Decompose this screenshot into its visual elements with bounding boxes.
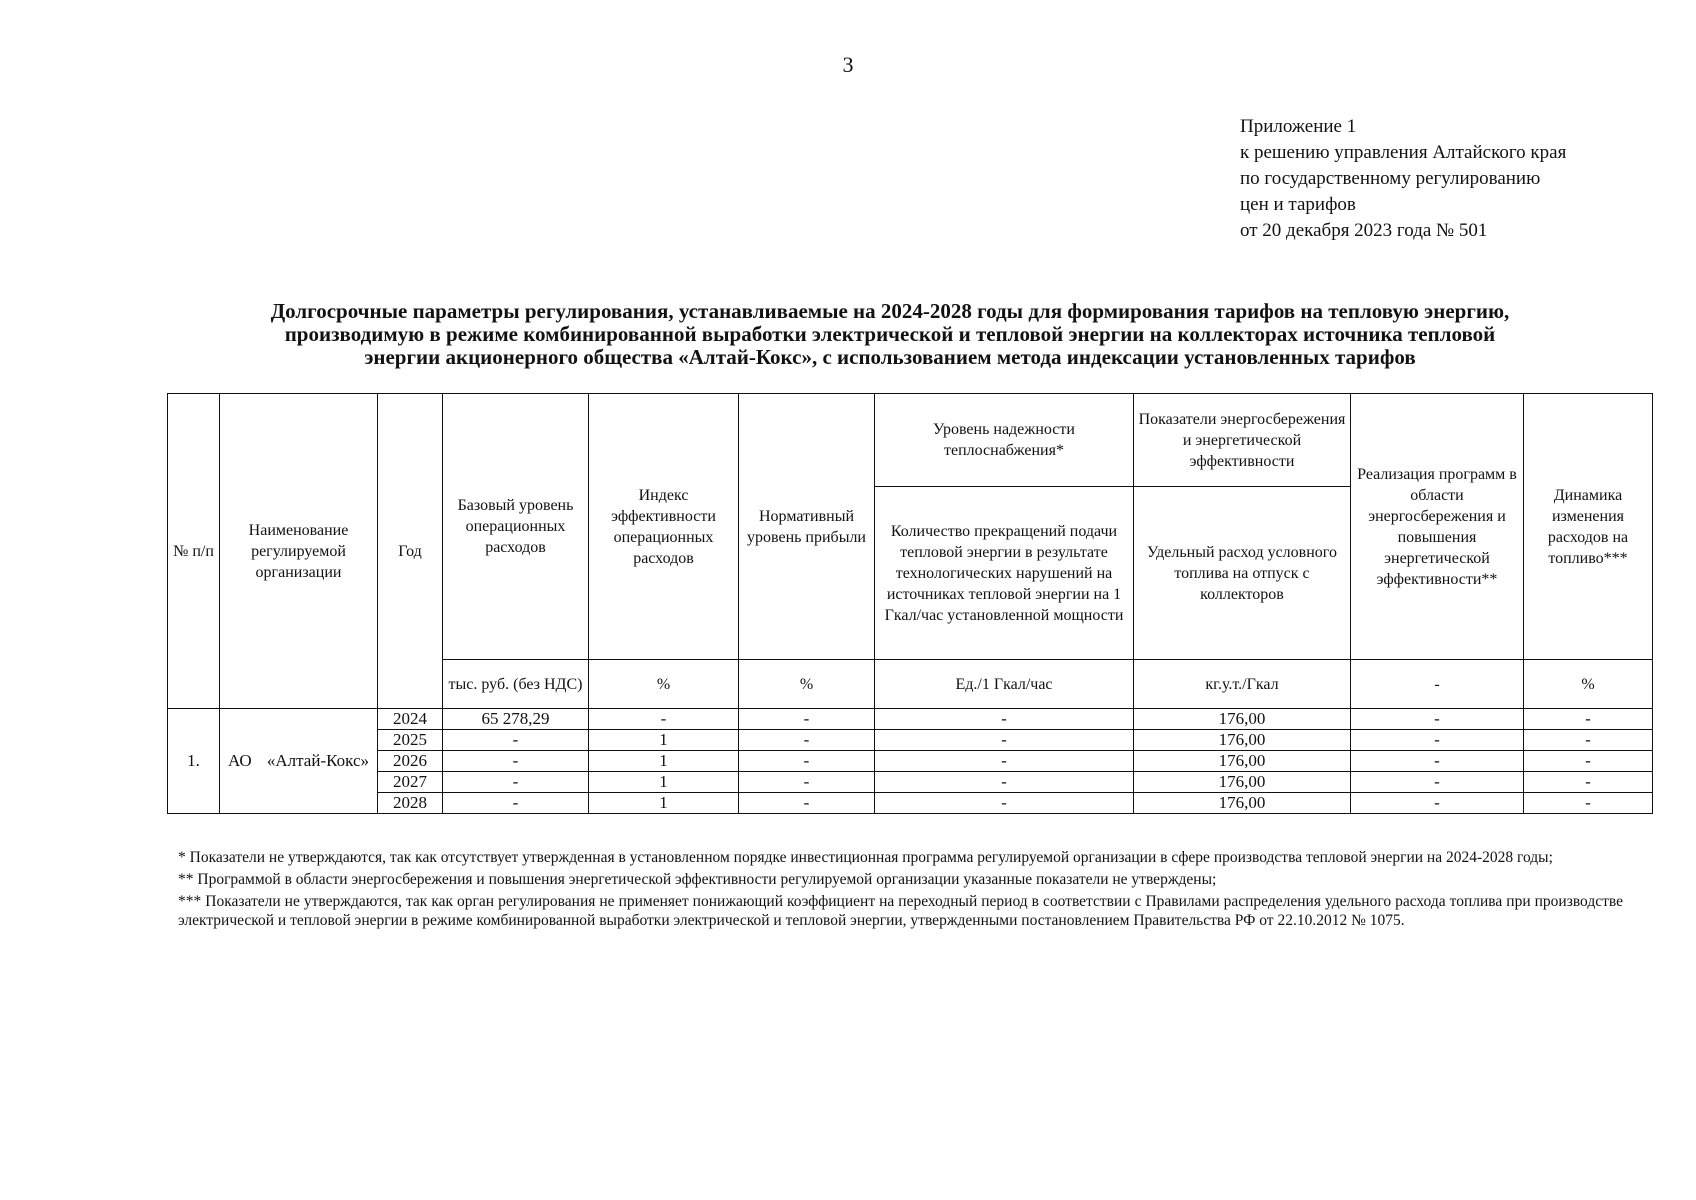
cell-base: - xyxy=(443,793,589,814)
table-row xyxy=(168,772,1653,793)
header-reliability-sub: Количество прекращений подачи тепловой энергии в результате технологических нарушений на источниках тепловой энергии на 1 Гкал/час установленной мощности xyxy=(875,487,1134,660)
cell-fuel: - xyxy=(1524,751,1653,772)
cell-efficiency: 176,00 xyxy=(1134,730,1351,751)
table-row xyxy=(168,730,1653,751)
appendix-line: к решению управления Алтайского края xyxy=(1240,142,1567,163)
cell-efficiency: 176,00 xyxy=(1134,772,1351,793)
cell-efficiency: 176,00 xyxy=(1134,793,1351,814)
unit-programs: - xyxy=(1351,660,1524,709)
cell-year: 2028 xyxy=(378,793,443,814)
appendix-line: от 20 декабря 2023 года № 501 xyxy=(1240,220,1488,241)
cell-base: - xyxy=(443,730,589,751)
title-line: производимую в режиме комбинированной выработки электрической и тепловой энергии на коллекторах источника тепловой xyxy=(284,322,1496,346)
cell-year: 2027 xyxy=(378,772,443,793)
appendix-line: Приложение 1 xyxy=(1240,116,1357,137)
header-profit: Нормативный уровень прибыли xyxy=(739,394,875,660)
cell-efficiency: 176,00 xyxy=(1134,709,1351,730)
appendix-line: по государственному регулированию xyxy=(1240,168,1541,189)
unit-reliability: Ед./1 Гкал/час xyxy=(875,660,1134,709)
cell-base: - xyxy=(443,772,589,793)
page-number: 3 xyxy=(842,52,854,77)
cell-index: 1 xyxy=(589,772,739,793)
cell-reliability: - xyxy=(875,709,1134,730)
cell-index: - xyxy=(589,709,739,730)
cell-year: 2026 xyxy=(378,751,443,772)
unit-base: тыс. руб. (без НДС) xyxy=(443,660,589,709)
cell-fuel: - xyxy=(1524,709,1653,730)
table-row xyxy=(168,709,1653,730)
cell-profit: - xyxy=(739,709,875,730)
unit-fuel: % xyxy=(1524,660,1653,709)
cell-index: 1 xyxy=(589,793,739,814)
cell-profit: - xyxy=(739,730,875,751)
unit-profit: % xyxy=(739,660,875,709)
cell-programs: - xyxy=(1351,751,1524,772)
cell-base: 65 278,29 xyxy=(443,709,589,730)
cell-programs: - xyxy=(1351,772,1524,793)
header-efficiency-sub: Удельный расход условного топлива на отпуск с коллекторов xyxy=(1134,487,1351,660)
cell-reliability: - xyxy=(875,730,1134,751)
cell-fuel: - xyxy=(1524,772,1653,793)
unit-index: % xyxy=(589,660,739,709)
cell-fuel: - xyxy=(1524,793,1653,814)
cell-profit: - xyxy=(739,751,875,772)
cell-year: 2025 xyxy=(378,730,443,751)
footnote: *** Показатели не утверждаются, так как орган регулирования не применяет понижающий коэффициент на переходный период в соответствии с Правилами распределения удельного расхода топлива при производстве электрической и тепловой энергии в режиме комбинированной выработки электрической и тепловой энергии, утвержденными постановлением Правительства РФ от 22.10.2012 № 1075. xyxy=(178,893,1623,929)
parameters-table xyxy=(167,393,1653,814)
cell-programs: - xyxy=(1351,730,1524,751)
appendix-block xyxy=(1240,114,1660,244)
header-org: Наименование регулируемой организации xyxy=(220,394,378,709)
cell-profit: - xyxy=(739,793,875,814)
footnotes xyxy=(178,848,1623,933)
cell-reliability: - xyxy=(875,772,1134,793)
footnote: ** Программой в области энергосбережения и повышения энергетической эффективности регулируемой организации указанные показатели не утверждены; xyxy=(178,871,1217,888)
footnote: * Показатели не утверждаются, так как отсутствует утвержденная в установленном порядке инвестиционная программа регулируемой организации в сфере производства тепловой энергии на 2024-2028 годы; xyxy=(178,849,1553,866)
document-title xyxy=(150,300,1630,369)
header-reliability-group: Уровень надежности теплоснабжения* xyxy=(875,394,1134,487)
cell-programs: - xyxy=(1351,709,1524,730)
title-line: Долгосрочные параметры регулирования, устанавливаемые на 2024-2028 годы для формирования тарифов на тепловую энергию, xyxy=(270,299,1510,323)
appendix-line: цен и тарифов xyxy=(1240,194,1356,215)
cell-efficiency: 176,00 xyxy=(1134,751,1351,772)
cell-reliability: - xyxy=(875,793,1134,814)
unit-efficiency: кг.у.т./Гкал xyxy=(1134,660,1351,709)
header-year: Год xyxy=(378,394,443,709)
cell-index: 1 xyxy=(589,751,739,772)
cell-fuel: - xyxy=(1524,730,1653,751)
cell-reliability: - xyxy=(875,751,1134,772)
cell-profit: - xyxy=(739,772,875,793)
header-base: Базовый уровень операционных расходов xyxy=(443,394,589,660)
table-row xyxy=(168,793,1653,814)
cell-programs: - xyxy=(1351,793,1524,814)
header-fuel: Динамика изменения расходов на топливо*** xyxy=(1524,394,1653,660)
header-num: № п/п xyxy=(168,394,220,709)
header-programs: Реализация программ в области энергосбережения и повышения энергетической эффективности** xyxy=(1351,394,1524,660)
cell-index: 1 xyxy=(589,730,739,751)
org-number: 1. xyxy=(168,709,220,814)
header-efficiency-group: Показатели энергосбережения и энергетической эффективности xyxy=(1134,394,1351,487)
title-line: энергии акционерного общества «Алтай-Кокс», с использованием метода индексации установленных тарифов xyxy=(364,345,1416,369)
org-name: АО «Алтай-Кокс» xyxy=(220,709,378,814)
table-row xyxy=(168,751,1653,772)
header-index: Индекс эффективности операционных расходов xyxy=(589,394,739,660)
cell-base: - xyxy=(443,751,589,772)
cell-year: 2024 xyxy=(378,709,443,730)
